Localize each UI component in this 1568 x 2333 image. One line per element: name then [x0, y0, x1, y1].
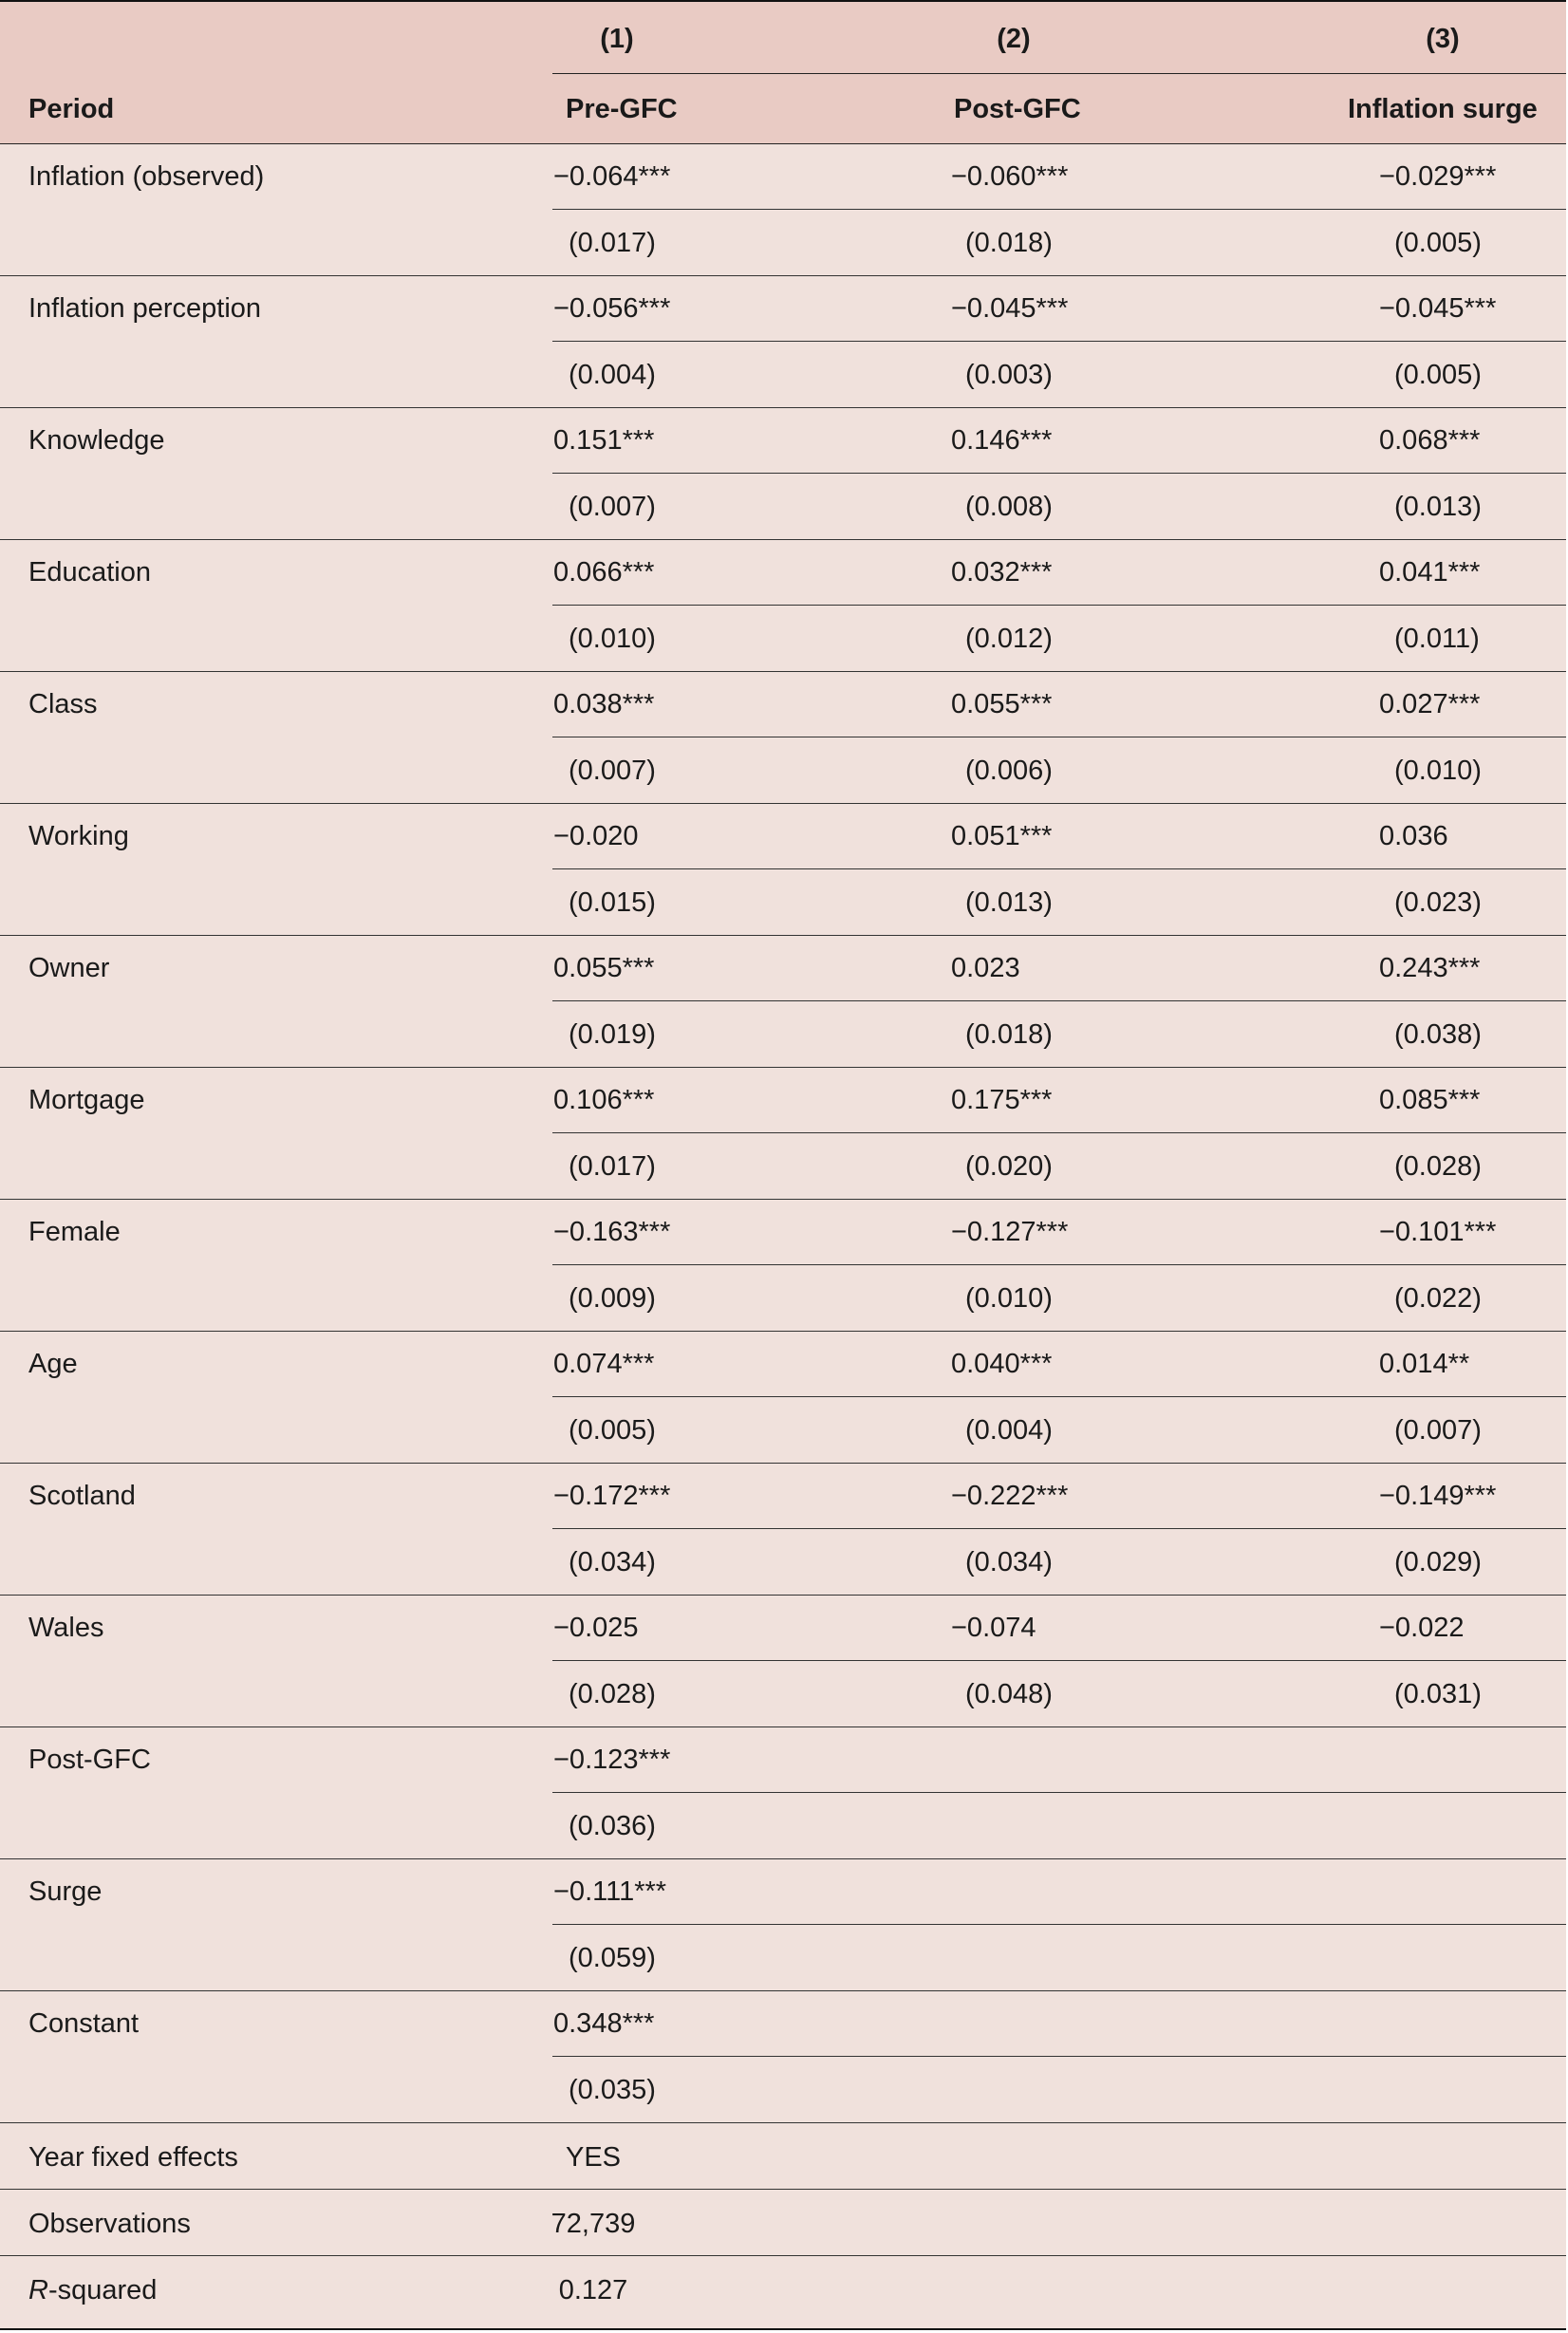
table-row	[0, 1727, 1566, 1859]
coefficient-cell: 0.066***	[553, 557, 655, 588]
coefficient-cell: 0.348***	[553, 2008, 655, 2039]
row-divider	[552, 1792, 1566, 1793]
standard-error-cell: (0.013)	[965, 887, 1053, 918]
standard-error-cell: (0.034)	[965, 1547, 1053, 1577]
footer-label-italic: R	[28, 2275, 48, 2305]
coefficient-cell: 0.023	[951, 953, 1020, 983]
coefficient-cell: −0.056***	[553, 293, 671, 324]
standard-error-cell: (0.009)	[569, 1283, 656, 1314]
table-row	[0, 1991, 1566, 2123]
table-row-footer	[0, 2123, 1566, 2190]
row-label: Age	[28, 1349, 78, 1379]
row-divider	[552, 605, 1566, 606]
row-label: Female	[28, 1217, 121, 1247]
table-row	[0, 540, 1566, 672]
standard-error-cell: (0.028)	[1394, 1151, 1482, 1182]
coefficient-cell: −0.045***	[951, 293, 1069, 324]
table-row	[0, 1332, 1566, 1464]
coefficient-cell: −0.060***	[951, 161, 1069, 192]
standard-error-cell: (0.038)	[1394, 1019, 1482, 1050]
table-row-footer	[0, 2190, 1566, 2256]
column-number-1: (1)	[600, 24, 634, 54]
column-label-post-gfc: Post-GFC	[954, 94, 1081, 124]
coefficient-cell: 0.051***	[951, 821, 1053, 851]
standard-error-cell: (0.006)	[965, 756, 1053, 786]
row-label: Working	[28, 821, 129, 851]
coefficient-cell: 0.243***	[1379, 953, 1481, 983]
row-divider	[552, 473, 1566, 474]
table-row	[0, 276, 1566, 408]
row-divider	[552, 1132, 1566, 1133]
row-label: Surge	[28, 1876, 103, 1907]
standard-error-cell: (0.048)	[965, 1679, 1053, 1709]
standard-error-cell: (0.005)	[569, 1415, 656, 1446]
standard-error-cell: (0.022)	[1394, 1283, 1482, 1314]
standard-error-cell: (0.028)	[569, 1679, 656, 1709]
row-label: Inflation perception	[28, 293, 262, 324]
table-row	[0, 1859, 1566, 1991]
coefficient-cell: −0.123***	[553, 1745, 671, 1775]
standard-error-cell: (0.004)	[965, 1415, 1053, 1446]
row-label: Inflation (observed)	[28, 161, 265, 192]
row-divider	[552, 868, 1566, 869]
footer-label: Observations	[28, 2209, 191, 2239]
coefficient-cell: 0.074***	[553, 1349, 655, 1379]
standard-error-cell: (0.017)	[569, 1151, 656, 1182]
standard-error-cell: (0.019)	[569, 1019, 656, 1050]
standard-error-cell: (0.017)	[569, 228, 656, 258]
row-divider	[552, 1264, 1566, 1265]
column-label-pre-gfc: Pre-GFC	[566, 94, 678, 124]
header-divider	[552, 73, 1566, 74]
coefficient-cell: 0.014**	[1379, 1349, 1470, 1379]
coefficient-cell: 0.027***	[1379, 689, 1481, 719]
coefficient-cell: −0.022	[1379, 1613, 1465, 1643]
coefficient-cell: 0.038***	[553, 689, 655, 719]
table-row	[0, 804, 1566, 936]
table-header	[0, 2, 1566, 144]
standard-error-cell: (0.010)	[569, 624, 656, 654]
coefficient-cell: 0.175***	[951, 1085, 1053, 1115]
standard-error-cell: (0.023)	[1394, 887, 1482, 918]
coefficient-cell: −0.111***	[553, 1876, 667, 1907]
coefficient-cell: −0.020	[553, 821, 639, 851]
standard-error-cell: (0.003)	[965, 360, 1053, 390]
footer-value: 0.127	[558, 2275, 628, 2305]
footer-value: YES	[565, 2142, 622, 2173]
row-divider	[552, 1924, 1566, 1925]
row-label: Education	[28, 557, 151, 588]
table-row	[0, 144, 1566, 276]
row-label: Class	[28, 689, 98, 719]
table-row	[0, 672, 1566, 804]
standard-error-cell: (0.036)	[569, 1811, 656, 1841]
coefficient-cell: −0.025	[553, 1613, 639, 1643]
row-label: Owner	[28, 953, 110, 983]
standard-error-cell: (0.013)	[1394, 492, 1482, 522]
standard-error-cell: (0.059)	[569, 1943, 656, 1973]
standard-error-cell: (0.004)	[569, 360, 656, 390]
row-label: Post-GFC	[28, 1745, 151, 1775]
standard-error-cell: (0.012)	[965, 624, 1053, 654]
coefficient-cell: −0.127***	[951, 1217, 1069, 1247]
column-number-3: (3)	[1426, 24, 1460, 54]
standard-error-cell: (0.035)	[569, 2075, 656, 2105]
coefficient-cell: −0.172***	[553, 1481, 671, 1511]
standard-error-cell: (0.007)	[569, 492, 656, 522]
standard-error-cell: (0.007)	[569, 756, 656, 786]
table-row	[0, 1200, 1566, 1332]
table-row-footer	[0, 2256, 1566, 2323]
standard-error-cell: (0.005)	[1394, 360, 1482, 390]
row-divider	[552, 1528, 1566, 1529]
footer-label: Year fixed effects	[28, 2142, 238, 2173]
standard-error-cell: (0.015)	[569, 887, 656, 918]
coefficient-cell: −0.064***	[553, 161, 671, 192]
coefficient-cell: −0.149***	[1379, 1481, 1497, 1511]
coefficient-cell: −0.029***	[1379, 161, 1497, 192]
coefficient-cell: 0.041***	[1379, 557, 1481, 588]
standard-error-cell: (0.010)	[1394, 756, 1482, 786]
coefficient-cell: 0.068***	[1379, 425, 1481, 456]
standard-error-cell: (0.010)	[965, 1283, 1053, 1314]
coefficient-cell: 0.055***	[553, 953, 655, 983]
standard-error-cell: (0.020)	[965, 1151, 1053, 1182]
coefficient-cell: 0.146***	[951, 425, 1053, 456]
standard-error-cell: (0.007)	[1394, 1415, 1482, 1446]
row-label: Wales	[28, 1613, 104, 1643]
column-number-2: (2)	[997, 24, 1031, 54]
coefficient-cell: 0.032***	[951, 557, 1053, 588]
footer-label-rest: -squared	[47, 2275, 158, 2305]
coefficient-cell: 0.085***	[1379, 1085, 1481, 1115]
coefficient-cell: −0.045***	[1379, 293, 1497, 324]
standard-error-cell: (0.005)	[1394, 228, 1482, 258]
row-divider	[552, 1396, 1566, 1397]
row-label: Constant	[28, 2008, 140, 2039]
standard-error-cell: (0.018)	[965, 228, 1053, 258]
row-divider	[552, 341, 1566, 342]
table-row	[0, 936, 1566, 1068]
footer-value: 72,739	[551, 2209, 636, 2239]
row-divider	[552, 2056, 1566, 2057]
coefficient-cell: 0.106***	[553, 1085, 655, 1115]
table-row	[0, 1068, 1566, 1200]
coefficient-cell: −0.074	[951, 1613, 1036, 1643]
standard-error-cell: (0.034)	[569, 1547, 656, 1577]
row-divider	[552, 1660, 1566, 1661]
coefficient-cell: −0.101***	[1379, 1217, 1497, 1247]
row-label: Mortgage	[28, 1085, 145, 1115]
row-divider	[552, 1000, 1566, 1001]
standard-error-cell: (0.018)	[965, 1019, 1053, 1050]
coefficient-cell: 0.040***	[951, 1349, 1053, 1379]
table-row	[0, 1596, 1566, 1727]
footer-label	[28, 2274, 157, 2306]
standard-error-cell: (0.008)	[965, 492, 1053, 522]
period-header: Period	[28, 94, 115, 124]
coefficient-cell: −0.163***	[553, 1217, 671, 1247]
coefficient-cell: 0.036	[1379, 821, 1448, 851]
standard-error-cell: (0.031)	[1394, 1679, 1482, 1709]
row-label: Knowledge	[28, 425, 165, 456]
row-divider	[552, 209, 1566, 210]
standard-error-cell: (0.029)	[1394, 1547, 1482, 1577]
coefficient-cell: −0.222***	[951, 1481, 1069, 1511]
table-row	[0, 408, 1566, 540]
column-label-inflation-surge: Inflation surge	[1348, 94, 1538, 124]
row-label: Scotland	[28, 1481, 136, 1511]
coefficient-cell: 0.055***	[951, 689, 1053, 719]
coefficient-cell: 0.151***	[553, 425, 655, 456]
standard-error-cell: (0.011)	[1394, 624, 1480, 654]
table-row	[0, 1464, 1566, 1596]
